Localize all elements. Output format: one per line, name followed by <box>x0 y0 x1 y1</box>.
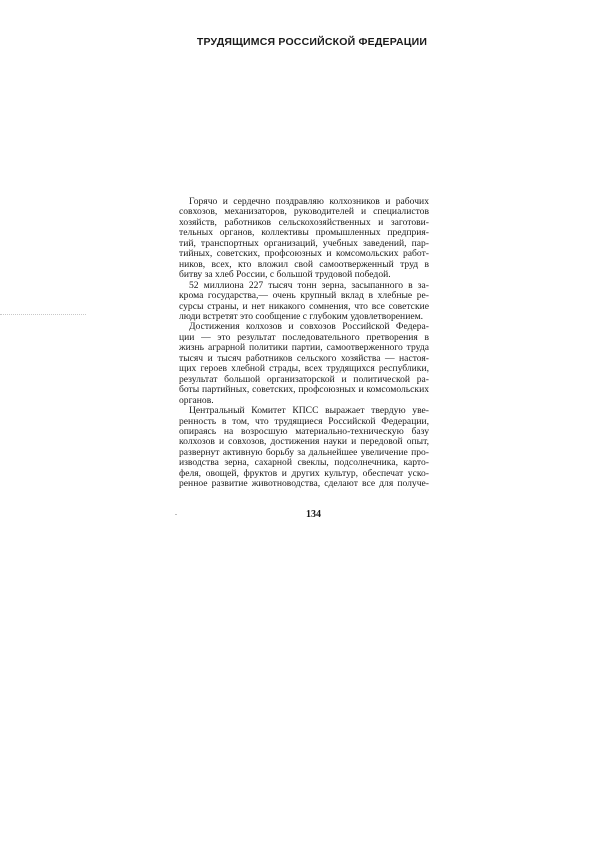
scan-artifact-dots <box>0 314 86 315</box>
text-line: тельных органов, коллективы промышленных предприя- <box>179 227 429 239</box>
text-line: хозяйств, работников сельскохозяйственных и заготови- <box>179 216 429 228</box>
text-line: органов. <box>179 394 214 406</box>
text-line: колхозов и совхозов, достижения науки и передовой опыт, <box>179 436 429 448</box>
text-line: крома государства,— очень крупный вклад в хлебные ре- <box>179 290 429 302</box>
text-line: ции — это результат последовательного претворения в <box>179 331 429 343</box>
text-line: феля, овощей, фруктов и других культур, обеспечат уско- <box>179 467 429 479</box>
text-line: 52 миллиона 227 тысяч тонн зерна, засыпанного в за- <box>189 279 429 291</box>
text-line: опираясь на возросшую материально-техническую базу <box>179 425 429 437</box>
text-line: развернут активную борьбу за дальнейшее увеличение про- <box>179 446 429 458</box>
text-line: жизнь аграрной политики партии, самоотверженного труда <box>179 342 429 354</box>
text-line: ренное развитие животноводства, сделают все для получе- <box>179 478 429 490</box>
text-line: битву за хлеб России, с большой трудовой победой. <box>179 269 391 281</box>
text-line: ников, всех, кто вложил свой самоотверженный труд в <box>179 258 429 270</box>
text-line: щих героев хлебной страды, всех трудящихся республики, <box>179 363 429 375</box>
text-line: сурсы страны, и нет никакого сомнения, что все советские <box>179 300 429 312</box>
text-line: Горячо и сердечно поздравляю колхозников и рабочих <box>189 196 429 207</box>
text-line: тий, транспортных организаций, учебных заведений, пар- <box>179 237 429 249</box>
text-line: Центральный Комитет КПСС выражает твердую уве- <box>189 405 429 417</box>
text-line: Достижения колхозов и совхозов Российской Федера- <box>189 321 429 333</box>
text-line: люди встретят это сообщение с глубоким удовлетворением. <box>179 310 424 322</box>
text-line: изводства зерна, сахарной свеклы, подсолнечника, карто- <box>179 457 429 469</box>
body-text <box>179 197 429 490</box>
page-title: ТРУДЯЩИМСЯ РОССИЙСКОЙ ФЕДЕРАЦИИ <box>196 36 428 48</box>
text-line: ренность в том, что трудящиеся Российской Федерации, <box>179 415 429 427</box>
text-line: тийных, советских, профсоюзных и комсомольских работ- <box>179 248 429 260</box>
text-line: результат большой организаторской и политической ра- <box>179 373 429 385</box>
page-number: 134 <box>306 509 321 520</box>
scan-artifact-speck <box>175 514 177 515</box>
text-line: совхозов, механизаторов, руководителей и специалистов <box>179 206 429 218</box>
text-line: боты партийных, советских, профсоюзных и комсомольских <box>179 384 429 396</box>
text-line: тысяч и тысяч работников сельского хозяйства — настоя- <box>179 352 429 364</box>
